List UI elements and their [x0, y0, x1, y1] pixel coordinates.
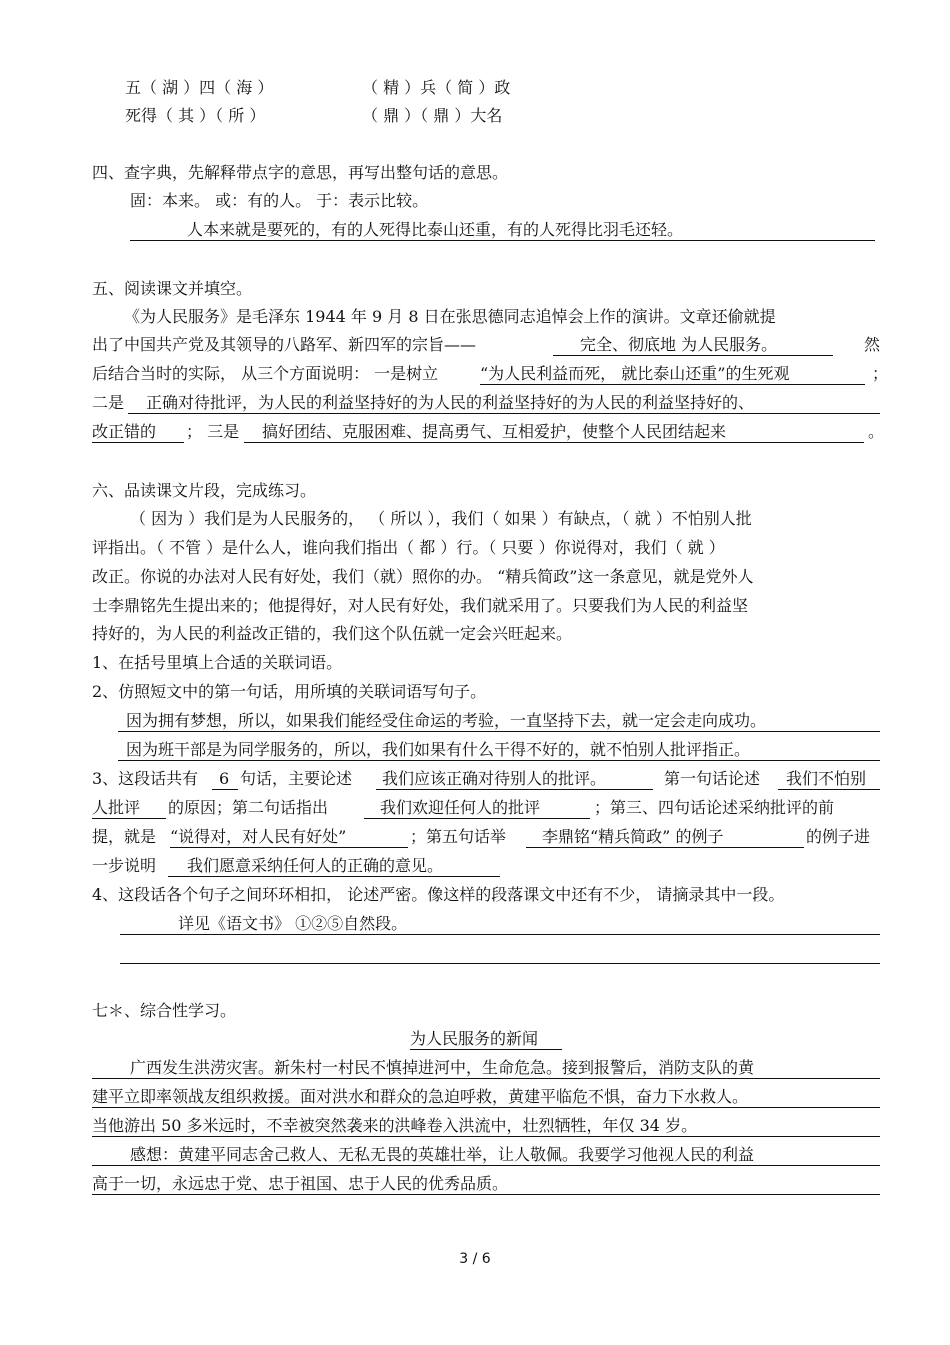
section-5-line-2c: 然 — [864, 335, 881, 354]
question-3-line-4a: 一步说明 — [92, 856, 157, 875]
question-4: 4、这段话各个句子之间环环相扣， 论述严密。像这样的段落课文中还有不少， 请摘录其中一段。 — [92, 885, 785, 904]
passage-line-5: 持好的，为人民的利益改正错的，我们这个队伍就一定会兴旺起来。 — [92, 624, 573, 643]
question-3-blank-count: 6 — [219, 769, 230, 788]
answer-underline — [92, 1107, 880, 1108]
question-3-line-2b: 的原因；第二句话指出 — [168, 798, 329, 817]
idiom-2: （ 精 ）兵（ 简 ）政 — [362, 78, 511, 97]
question-3-blank-first-cont: 人批评 — [92, 798, 141, 817]
question-3-line-3c: ；第五句话举 — [410, 827, 507, 846]
section-4-title: 四、查字典，先解释带点字的意思，再写出整句话的意思。 — [92, 163, 509, 182]
blank-underline — [92, 818, 166, 819]
question-1: 1、在括号里填上合适的关联词语。 — [92, 653, 343, 672]
question-3-line-1c: 句话，主要论述 — [240, 769, 353, 788]
answer-underline — [118, 731, 880, 732]
question-3-blank-main: 我们应该正确对待别人的批评。 — [382, 769, 607, 788]
answer-underline — [120, 934, 880, 935]
question-3-line-1e: 第一句话论述 — [664, 769, 761, 788]
section-4-definitions: 固：本来。 或：有的人。 于：表示比较。 — [130, 191, 429, 210]
question-2: 2、仿照短文中的第一句话，用所填的关联词语写句子。 — [92, 682, 487, 701]
question-3-line-3a: 提，就是 — [92, 827, 157, 846]
answer-underline — [92, 1194, 880, 1195]
section-5-line-2a: 出了中国共产党及其领导的八路军、新四军的宗旨—— — [92, 335, 477, 354]
answer-underline — [120, 963, 880, 964]
question-3-blank-example: 李鼎铭“精兵简政” 的例子 — [542, 827, 724, 846]
answer-underline — [118, 760, 880, 761]
question-3-blank-explain: 我们愿意采纳任何人的正确的意见。 — [187, 856, 444, 875]
blank-underline — [364, 818, 590, 819]
section-5-blank-1: 完全、彻底地 为人民服务。 — [580, 335, 778, 354]
blank-underline — [128, 413, 880, 414]
blank-underline — [553, 355, 833, 356]
page-number: 3 / 6 — [459, 1251, 491, 1267]
blank-underline — [376, 789, 653, 790]
section-7-title: 七＊、综合性学习。 — [92, 1001, 237, 1020]
answer-underline — [92, 1136, 880, 1137]
news-line-2: 建平立即率领战友组织救援。面对洪水和群众的急迫呼救，黄建平临危不惧，奋力下水救人。 — [92, 1087, 749, 1106]
reflection-line-1: 感想：黄建平同志舍己救人、无私无畏的英雄壮举，让人敬佩。我要学习他视人民的利益 — [130, 1145, 755, 1164]
question-3-blank-second: 我们欢迎任何人的批评 — [380, 798, 541, 817]
section-6-title: 六、品读课文片段，完成练习。 — [92, 481, 317, 500]
question-3-blank-first: 我们不怕别 — [786, 769, 867, 788]
answer-underline — [92, 1078, 880, 1079]
idiom-4: （ 鼎 ）（ 鼎 ）大名 — [362, 106, 503, 125]
news-heading: 为人民服务的新闻 — [410, 1029, 539, 1048]
blank-underline — [778, 789, 880, 790]
blank-underline — [526, 847, 804, 848]
blank-underline — [212, 789, 238, 790]
answer-underline — [92, 1165, 880, 1166]
section-5-line-1: 《为人民服务》是毛泽东 1944 年 9 月 8 日在张思德同志追悼会上作的演讲。文章还偷就提 — [124, 307, 776, 326]
section-5-line-3c: ； — [872, 364, 889, 383]
news-line-3: 当他游出 50 多米远时，不幸被突然袭来的洪峰卷入洪流中，壮烈牺牲，年仅 34 岁。 — [92, 1116, 698, 1135]
question-4-answer: 详见《语文书》 ①②⑤自然段。 — [178, 914, 408, 933]
section-5-blank-3-cont: 改正错的 — [92, 422, 157, 441]
section-4-answer: 人本来就是要死的，有的人死得比泰山还重，有的人死得比羽毛还轻。 — [187, 220, 684, 239]
question-3-blank-premise: “说得对，对人民有好处” — [170, 827, 347, 846]
blank-underline — [170, 847, 408, 848]
passage-line-2: 评指出。（ 不管 ）是什么人，谁向我们指出（ 都 ）行。（ 只要 ）你说得对，我们（ 就 ） — [92, 538, 725, 557]
section-5-blank-3: 正确对待批评，为人民的利益坚持好的为人民的利益坚持好的为人民的利益坚持好的、 — [146, 393, 755, 412]
section-5-line-5b: ； 三是 — [186, 422, 240, 441]
passage-line-3: 改正。你说的办法对人民有好处，我们（就）照你的办。 “精兵简政”这一条意见，就是党外人 — [92, 567, 754, 586]
passage-line-1: （ 因为 ）我们是为人民服务的， （ 所以 ），我们（ 如果 ）有缺点，（ 就 ）不怕别人批 — [130, 509, 752, 528]
passage-line-4: 士李鼎铭先生提出来的；他提得好，对人民有好处，我们就采用了。只要我们为人民的利益坚 — [92, 596, 749, 615]
answer-underline — [130, 240, 875, 241]
section-5-line-3a: 后结合当时的实际， 从三个方面说明： 一是树立 — [92, 364, 439, 383]
question-3-line-1a: 3、这段话共有 — [92, 769, 199, 788]
section-5-blank-4: 搞好团结、克服困难、提高勇气、互相爱护，使整个人民团结起来 — [262, 422, 727, 441]
reflection-line-2: 高于一切，永远忠于党、忠于祖国、忠于人民的优秀品质。 — [92, 1174, 509, 1193]
question-2-answer-1: 因为拥有梦想，所以，如果我们能经受住命运的考验，一直坚持下去，就一定会走向成功。 — [126, 711, 767, 730]
question-2-answer-2: 因为班干部是为同学服务的，所以，我们如果有什么干得不好的，就不怕别人批评指正。 — [126, 740, 751, 759]
section-5-line-4a: 二是 — [92, 393, 125, 412]
section-5-line-5d: 。 — [868, 422, 885, 441]
news-line-1: 广西发生洪涝灾害。新朱村一村民不慎掉进河中，生命危急。接到报警后，消防支队的黄 — [130, 1058, 755, 1077]
blank-underline — [92, 442, 184, 443]
question-3-line-3e: 的例子进 — [806, 827, 871, 846]
section-5-blank-2: “为人民利益而死， 就比泰山还重”的生死观 — [480, 364, 790, 383]
blank-underline — [244, 442, 864, 443]
question-3-line-2d: ；第三、四句话论述采纳批评的前 — [594, 798, 835, 817]
section-5-title: 五、阅读课文并填空。 — [92, 279, 253, 298]
blank-underline — [168, 876, 500, 877]
blank-underline — [480, 384, 865, 385]
idiom-3: 死得（ 其 ）（ 所 ） — [125, 106, 266, 125]
heading-underline — [410, 1049, 562, 1050]
idiom-1: 五（ 湖 ）四（ 海 ） — [125, 78, 274, 97]
